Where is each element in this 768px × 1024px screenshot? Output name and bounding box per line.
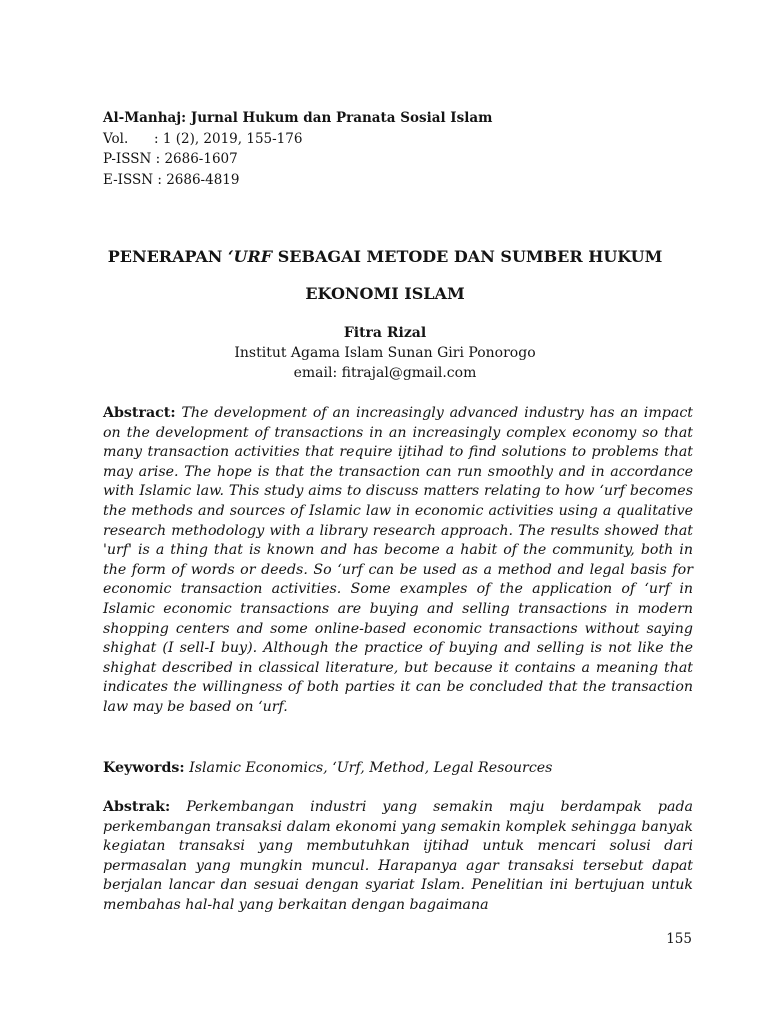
abstract-indonesian	[103, 798, 693, 916]
journal-eissn: E-ISSN : 2686-4819	[103, 171, 240, 188]
author-block	[96, 323, 674, 383]
author-name: Fitra Rizal	[343, 325, 427, 341]
abstrak-label: Abstrak:	[103, 799, 171, 815]
keywords-label: Keywords:	[103, 760, 185, 776]
abstract-label: Abstract:	[103, 405, 176, 421]
title-part-3: SEBAGAI METODE DAN SUMBER HUKUM EKONOMI ISLAM	[272, 247, 663, 303]
abstrak-text: Perkembangan industri yang semakin maju berdampak pada perkembangan transaksi dalam ekonomi yang semakin komplek sehingga banyak kegiatan transaksi yang membutuhkan ijtihad untuk mencari solusi dari permasalan yang mungkin muncul. Harapanya agar transaksi tersebut dapat berjalan lancar dan sesuai dengan syariat Islam. Penelitian ini bertujuan untuk membahas hal-hal yang berkaitan dengan bagaimana	[103, 799, 693, 913]
author-affiliation: Institut Agama Islam Sunan Giri Ponorogo	[234, 345, 536, 361]
title-part-1: PENERAPAN	[107, 247, 228, 266]
abstract-text: The development of an increasingly advanced industry has an impact on the development of transactions in an increasingly complex economy so that many transaction activities that require ijtihad to find solutions to problems that may arise. The hope is that the transaction can run smoothly and in accordance with Islamic law. This study aims to discuss matters relating to how ‘urf becomes the methods and sources of Islamic law in economic activities using a qualitative research methodology with a library research approach. The results showed that 'urf' is a thing that is known and has become a habit of the community, both in the form of words or deeds. So ‘urf can be used as a method and legal basis for economic transaction activities. Some examples of the application of ‘urf in Islamic economic transactions are buying and selling transactions in modern shopping centers and some online-based economic transactions without saying shighat (I sell-I buy). Although the practice of buying and selling is not like the shighat described in classical literature, but because it contains a meaning that indicates the willingness of both parties it can be concluded that the transaction law may be based on ‘urf.	[103, 405, 693, 715]
keywords	[103, 759, 693, 779]
journal-pissn: P-ISSN : 2686-1607	[103, 151, 238, 167]
journal-name: Al-Manhaj: Jurnal Hukum dan Pranata Sosial Islam	[103, 110, 493, 126]
keywords-text: Islamic Economics, ‘Urf, Method, Legal Resources	[189, 760, 553, 776]
author-email: email: fitrajal@gmail.com	[293, 365, 477, 381]
title-part-2: ‘URF	[227, 247, 273, 266]
journal-header	[103, 108, 492, 190]
paper-title	[96, 238, 674, 312]
journal-volume: Vol. : 1 (2), 2019, 155-176	[103, 130, 303, 147]
abstract-english	[103, 404, 693, 718]
page-number: 155	[666, 931, 692, 947]
